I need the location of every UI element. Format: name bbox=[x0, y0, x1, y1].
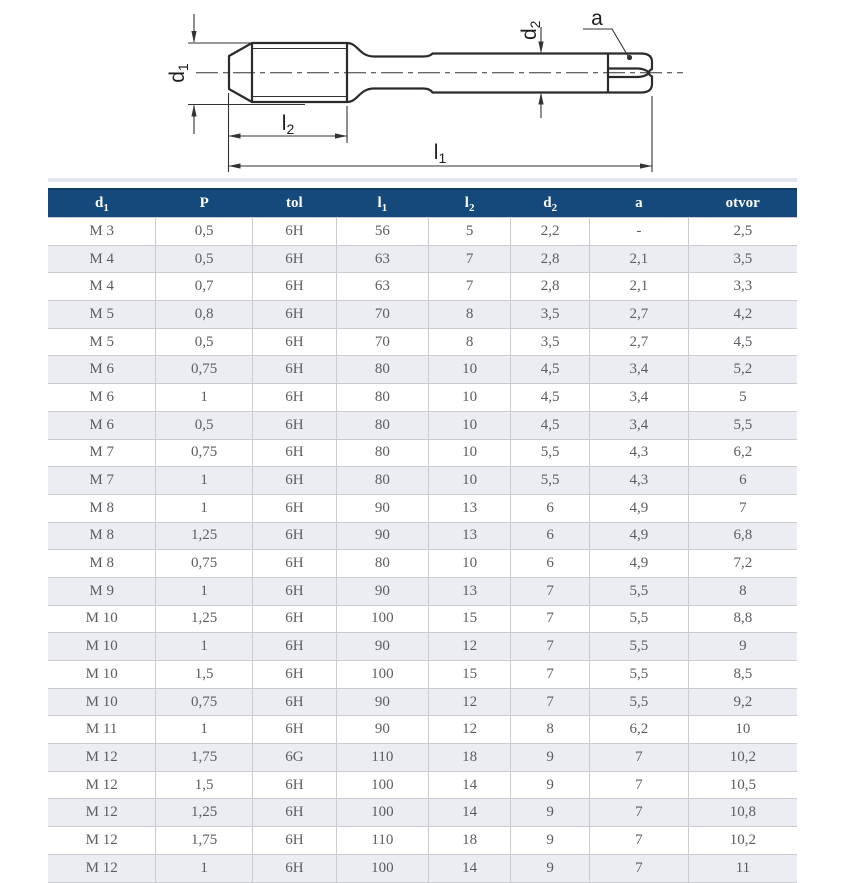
table-cell: 90 bbox=[336, 688, 428, 716]
table-cell: 9 bbox=[511, 744, 590, 772]
table-cell: M 8 bbox=[48, 550, 156, 578]
table-body bbox=[48, 218, 797, 883]
col-header-p: P bbox=[156, 189, 253, 218]
table-cell: 6H bbox=[252, 467, 336, 495]
table-cell: 5,5 bbox=[589, 577, 688, 605]
table-cell: 5,2 bbox=[688, 356, 797, 384]
table-cell: 6H bbox=[252, 661, 336, 689]
table-cell: 6,2 bbox=[589, 716, 688, 744]
table-cell: 1 bbox=[156, 633, 253, 661]
dim-label-l2: l2 bbox=[281, 112, 295, 137]
table-cell: 6H bbox=[252, 218, 336, 246]
table-cell: 12 bbox=[428, 716, 510, 744]
table-cell: 2,2 bbox=[511, 218, 590, 246]
table-cell: 18 bbox=[428, 827, 510, 855]
table-cell: 10,2 bbox=[688, 744, 797, 772]
table-cell: 4,9 bbox=[589, 550, 688, 578]
table-cell: M 7 bbox=[48, 467, 156, 495]
table-cell: M 9 bbox=[48, 577, 156, 605]
table-cell: M 12 bbox=[48, 827, 156, 855]
table-cell: M 12 bbox=[48, 854, 156, 882]
table-cell: 12 bbox=[428, 633, 510, 661]
table-cell: 6H bbox=[252, 771, 336, 799]
table-row bbox=[48, 494, 797, 522]
table-cell: 9 bbox=[688, 633, 797, 661]
l2-arrow-right bbox=[335, 133, 347, 138]
table-cell: 12 bbox=[428, 688, 510, 716]
table-cell: 6,2 bbox=[688, 439, 797, 467]
table-cell: 1,25 bbox=[156, 522, 253, 550]
table-cell: M 12 bbox=[48, 771, 156, 799]
tap-spec-table bbox=[48, 188, 797, 883]
table-cell: 6G bbox=[252, 744, 336, 772]
table-cell: 6H bbox=[252, 577, 336, 605]
d1-arrow-down bbox=[191, 31, 196, 43]
table-cell: 6H bbox=[252, 245, 336, 273]
table-cell: 6H bbox=[252, 494, 336, 522]
table-cell: 0,75 bbox=[156, 356, 253, 384]
table-cell: 13 bbox=[428, 494, 510, 522]
table-cell: 9 bbox=[511, 771, 590, 799]
table-cell: 6H bbox=[252, 522, 336, 550]
table-cell: 110 bbox=[336, 744, 428, 772]
table-cell: 6 bbox=[511, 494, 590, 522]
divider-strip bbox=[48, 178, 797, 182]
d1-extension-lines bbox=[188, 43, 305, 105]
table-cell: M 8 bbox=[48, 522, 156, 550]
table-cell: 0,5 bbox=[156, 218, 253, 246]
table-cell: 10,2 bbox=[688, 827, 797, 855]
table-cell: 10,5 bbox=[688, 771, 797, 799]
table-cell: M 4 bbox=[48, 273, 156, 301]
table-cell: 7,2 bbox=[688, 550, 797, 578]
table-cell: 100 bbox=[336, 771, 428, 799]
table-cell: 6H bbox=[252, 411, 336, 439]
table-cell: 4,5 bbox=[511, 356, 590, 384]
table-cell: 8 bbox=[428, 301, 510, 329]
table-cell: 5,5 bbox=[511, 439, 590, 467]
table-cell: 1,75 bbox=[156, 827, 253, 855]
table-cell: 7 bbox=[511, 633, 590, 661]
table-cell: 4,9 bbox=[589, 522, 688, 550]
table-cell: 3,5 bbox=[688, 245, 797, 273]
table-row bbox=[48, 439, 797, 467]
table-row bbox=[48, 550, 797, 578]
table-cell: 7 bbox=[589, 744, 688, 772]
table-cell: 80 bbox=[336, 550, 428, 578]
table-cell: 100 bbox=[336, 854, 428, 882]
table-cell: 7 bbox=[589, 854, 688, 882]
table-cell: M 6 bbox=[48, 384, 156, 412]
table-cell: 10 bbox=[428, 439, 510, 467]
table-cell: M 7 bbox=[48, 439, 156, 467]
dim-label-l1: l1 bbox=[433, 141, 447, 166]
table-cell: 10,8 bbox=[688, 799, 797, 827]
table-cell: 6H bbox=[252, 854, 336, 882]
table-cell: 4,3 bbox=[589, 467, 688, 495]
col-header-tol: tol bbox=[252, 189, 336, 218]
table-cell: 80 bbox=[336, 439, 428, 467]
table-cell: 1 bbox=[156, 467, 253, 495]
table-cell: M 6 bbox=[48, 411, 156, 439]
table-row bbox=[48, 411, 797, 439]
table-cell: 4,9 bbox=[589, 494, 688, 522]
table-cell: 5 bbox=[428, 218, 510, 246]
table-cell: 80 bbox=[336, 356, 428, 384]
table-cell: 100 bbox=[336, 661, 428, 689]
table-cell: 7 bbox=[511, 577, 590, 605]
table-cell: 9 bbox=[511, 854, 590, 882]
table-cell: 90 bbox=[336, 522, 428, 550]
table-cell: 3,5 bbox=[511, 301, 590, 329]
table-cell: M 4 bbox=[48, 245, 156, 273]
table-cell: 2,7 bbox=[589, 328, 688, 356]
table-cell: 14 bbox=[428, 799, 510, 827]
table-cell: 56 bbox=[336, 218, 428, 246]
table-header-row bbox=[48, 189, 797, 218]
table-cell: 0,5 bbox=[156, 245, 253, 273]
table-cell: 1 bbox=[156, 854, 253, 882]
table-cell: 6H bbox=[252, 439, 336, 467]
table-cell: 0,7 bbox=[156, 273, 253, 301]
d1-arrow-up bbox=[191, 105, 196, 117]
table-cell: 6,8 bbox=[688, 522, 797, 550]
table-cell: 10 bbox=[428, 467, 510, 495]
table-cell: 10 bbox=[688, 716, 797, 744]
table-cell: 9,2 bbox=[688, 688, 797, 716]
table-cell: 8 bbox=[428, 328, 510, 356]
table-cell: 6H bbox=[252, 301, 336, 329]
tap-spec-table-wrap bbox=[48, 188, 797, 883]
l1-arrow-right bbox=[640, 163, 652, 168]
table-cell: 1,25 bbox=[156, 799, 253, 827]
table-row bbox=[48, 744, 797, 772]
table-cell: 5,5 bbox=[589, 633, 688, 661]
table-cell: 0,8 bbox=[156, 301, 253, 329]
table-cell: 6H bbox=[252, 550, 336, 578]
table-cell: 6H bbox=[252, 384, 336, 412]
table-cell: 14 bbox=[428, 771, 510, 799]
col-header-l1: $l_1$ bbox=[336, 189, 428, 218]
table-cell: 80 bbox=[336, 467, 428, 495]
table-cell: 2,7 bbox=[589, 301, 688, 329]
table-row bbox=[48, 328, 797, 356]
table-row bbox=[48, 273, 797, 301]
a-leader-line bbox=[583, 29, 628, 56]
table-cell: 10 bbox=[428, 384, 510, 412]
table-cell: 3,4 bbox=[589, 384, 688, 412]
table-cell: 7 bbox=[428, 273, 510, 301]
table-cell: 0,5 bbox=[156, 328, 253, 356]
table-cell: 9 bbox=[511, 827, 590, 855]
table-cell: 1 bbox=[156, 577, 253, 605]
l1-arrow-left bbox=[229, 163, 241, 168]
table-row bbox=[48, 356, 797, 384]
table-cell: 9 bbox=[511, 799, 590, 827]
table-cell: 70 bbox=[336, 301, 428, 329]
table-cell: - bbox=[589, 218, 688, 246]
table-cell: 18 bbox=[428, 744, 510, 772]
table-cell: 8,8 bbox=[688, 605, 797, 633]
table-cell: M 8 bbox=[48, 494, 156, 522]
table-cell: 3,3 bbox=[688, 273, 797, 301]
table-cell: 13 bbox=[428, 522, 510, 550]
table-cell: 0,75 bbox=[156, 688, 253, 716]
table-cell: 1,5 bbox=[156, 661, 253, 689]
table-cell: 6H bbox=[252, 688, 336, 716]
table-cell: 8 bbox=[511, 716, 590, 744]
table-cell: 7 bbox=[688, 494, 797, 522]
table-cell: M 10 bbox=[48, 661, 156, 689]
table-cell: M 5 bbox=[48, 301, 156, 329]
table-cell: 63 bbox=[336, 273, 428, 301]
table-cell: 90 bbox=[336, 494, 428, 522]
table-cell: 10 bbox=[428, 411, 510, 439]
table-row bbox=[48, 301, 797, 329]
table-cell: 7 bbox=[589, 799, 688, 827]
table-cell: 7 bbox=[589, 771, 688, 799]
table-cell: 80 bbox=[336, 384, 428, 412]
dim-label-a: a bbox=[591, 7, 603, 30]
table-cell: 6 bbox=[511, 550, 590, 578]
tap-technical-drawing bbox=[0, 0, 843, 178]
table-cell: 2,8 bbox=[511, 273, 590, 301]
table-cell: 2,5 bbox=[688, 218, 797, 246]
table-row bbox=[48, 661, 797, 689]
table-cell: M 12 bbox=[48, 799, 156, 827]
table-cell: 0,5 bbox=[156, 411, 253, 439]
table-cell: 90 bbox=[336, 716, 428, 744]
table-cell: 63 bbox=[336, 245, 428, 273]
table-cell: 6H bbox=[252, 328, 336, 356]
table-cell: 11 bbox=[688, 854, 797, 882]
table-cell: 7 bbox=[428, 245, 510, 273]
d2-arrow-up bbox=[538, 93, 543, 105]
table-cell: 1,75 bbox=[156, 744, 253, 772]
table-cell: 7 bbox=[511, 605, 590, 633]
table-cell: 2,1 bbox=[589, 273, 688, 301]
table-cell: 5,5 bbox=[589, 661, 688, 689]
table-cell: M 11 bbox=[48, 716, 156, 744]
neck-shank-bottom bbox=[347, 89, 608, 103]
table-cell: 90 bbox=[336, 577, 428, 605]
table-cell: M 10 bbox=[48, 605, 156, 633]
table-cell: 4,2 bbox=[688, 301, 797, 329]
table-cell: 6H bbox=[252, 633, 336, 661]
table-cell: 6 bbox=[511, 522, 590, 550]
table-row bbox=[48, 799, 797, 827]
table-row bbox=[48, 827, 797, 855]
table-cell: 15 bbox=[428, 605, 510, 633]
table-cell: 6 bbox=[688, 467, 797, 495]
table-cell: 6H bbox=[252, 356, 336, 384]
table-row bbox=[48, 577, 797, 605]
table-cell: 80 bbox=[336, 411, 428, 439]
table-cell: 8,5 bbox=[688, 661, 797, 689]
table-cell: M 12 bbox=[48, 744, 156, 772]
table-row bbox=[48, 716, 797, 744]
table-row bbox=[48, 854, 797, 882]
table-cell: 110 bbox=[336, 827, 428, 855]
a-leader-dot bbox=[627, 55, 632, 60]
table-cell: M 3 bbox=[48, 218, 156, 246]
table-cell: M 6 bbox=[48, 356, 156, 384]
table-cell: 1 bbox=[156, 494, 253, 522]
table-cell: 13 bbox=[428, 577, 510, 605]
table-cell: 6H bbox=[252, 799, 336, 827]
table-cell: 7 bbox=[589, 827, 688, 855]
table-cell: 6H bbox=[252, 273, 336, 301]
table-cell: 4,5 bbox=[511, 411, 590, 439]
table-cell: 7 bbox=[511, 661, 590, 689]
table-row bbox=[48, 218, 797, 246]
table-cell: 3,4 bbox=[589, 411, 688, 439]
table-row bbox=[48, 605, 797, 633]
table-row bbox=[48, 771, 797, 799]
table-cell: 5,5 bbox=[688, 411, 797, 439]
table-cell: 5,5 bbox=[589, 605, 688, 633]
table-cell: 1,25 bbox=[156, 605, 253, 633]
table-cell: M 10 bbox=[48, 633, 156, 661]
table-cell: 5,5 bbox=[511, 467, 590, 495]
table-row bbox=[48, 467, 797, 495]
dim-label-d2: d2 bbox=[518, 20, 543, 40]
table-cell: 1,5 bbox=[156, 771, 253, 799]
table-cell: 5 bbox=[688, 384, 797, 412]
col-header-a: a bbox=[589, 189, 688, 218]
table-cell: 10 bbox=[428, 550, 510, 578]
table-cell: 3,5 bbox=[511, 328, 590, 356]
table-cell: 70 bbox=[336, 328, 428, 356]
table-cell: 3,4 bbox=[589, 356, 688, 384]
table-cell: 100 bbox=[336, 799, 428, 827]
table-cell: 1 bbox=[156, 716, 253, 744]
table-cell: 10 bbox=[428, 356, 510, 384]
table-cell: 8 bbox=[688, 577, 797, 605]
table-row bbox=[48, 245, 797, 273]
col-header-d1: $d_1$ bbox=[48, 189, 156, 218]
table-cell: 100 bbox=[336, 605, 428, 633]
col-header-d2: $d_2$ bbox=[511, 189, 590, 218]
table-cell: 4,5 bbox=[688, 328, 797, 356]
tap-drawing-svg bbox=[0, 0, 843, 178]
table-cell: 2,8 bbox=[511, 245, 590, 273]
col-header-otvor: otvor bbox=[688, 189, 797, 218]
d2-arrow-down bbox=[538, 42, 543, 54]
table-row bbox=[48, 522, 797, 550]
l2-arrow-left bbox=[229, 133, 241, 138]
dim-label-d1: d1 bbox=[166, 63, 191, 83]
table-cell: 1 bbox=[156, 384, 253, 412]
table-cell: M 5 bbox=[48, 328, 156, 356]
table-cell: 4,5 bbox=[511, 384, 590, 412]
table-row bbox=[48, 633, 797, 661]
neck-shank-top bbox=[347, 43, 608, 57]
table-cell: 6H bbox=[252, 827, 336, 855]
table-cell: 90 bbox=[336, 633, 428, 661]
table-cell: 15 bbox=[428, 661, 510, 689]
table-cell: 4,3 bbox=[589, 439, 688, 467]
table-cell: 6H bbox=[252, 605, 336, 633]
table-cell: 14 bbox=[428, 854, 510, 882]
table-cell: 0,75 bbox=[156, 439, 253, 467]
table-cell: M 10 bbox=[48, 688, 156, 716]
table-row bbox=[48, 384, 797, 412]
table-cell: 0,75 bbox=[156, 550, 253, 578]
col-header-l2: $l_2$ bbox=[428, 189, 510, 218]
table-cell: 2,1 bbox=[589, 245, 688, 273]
table-cell: 6H bbox=[252, 716, 336, 744]
table-cell: 5,5 bbox=[589, 688, 688, 716]
table-row bbox=[48, 688, 797, 716]
table-cell: 7 bbox=[511, 688, 590, 716]
